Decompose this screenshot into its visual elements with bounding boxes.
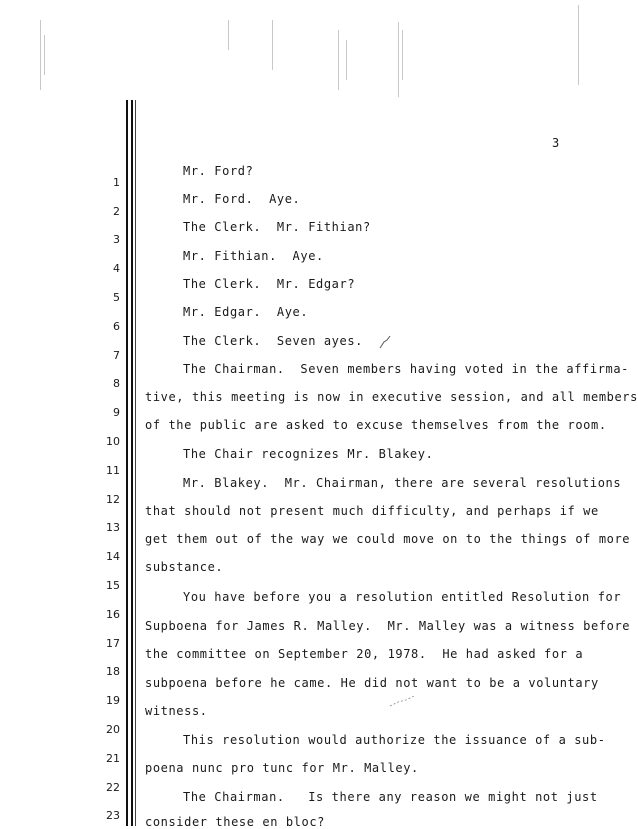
- scan-mark: [346, 40, 347, 80]
- scan-mark: [402, 30, 403, 80]
- line-number: 18: [106, 665, 120, 678]
- scan-mark: [40, 20, 41, 90]
- line-number: 13: [106, 521, 120, 534]
- transcript-line: of the public are asked to excuse themselves from the room.: [145, 418, 607, 432]
- line-number: 19: [106, 694, 120, 707]
- line-number: 3: [113, 233, 120, 246]
- transcript-line: Mr. Blakey. Mr. Chairman, there are several resolutions: [183, 476, 622, 490]
- transcript-line: poena nunc pro tunc for Mr. Malley.: [145, 761, 419, 775]
- line-number: 22: [106, 781, 120, 794]
- transcript-line: The Clerk. Mr. Fithian?: [183, 220, 371, 234]
- line-number: 6: [113, 320, 120, 333]
- line-number: 5: [113, 291, 120, 304]
- transcript-line: subpoena before he came. He did not want to be a voluntary: [145, 676, 599, 690]
- line-number: 17: [106, 637, 120, 650]
- transcript-line: consider these en bloc?: [145, 815, 325, 829]
- line-number: 8: [113, 377, 120, 390]
- transcript-line: The Clerk. Mr. Edgar?: [183, 277, 356, 291]
- scan-mark: [272, 20, 273, 70]
- transcript-line: Mr. Ford. Aye.: [183, 192, 301, 206]
- line-number: 2: [113, 205, 120, 218]
- page-number: 3: [552, 136, 560, 150]
- scan-mark: [44, 35, 45, 75]
- line-number: 21: [106, 752, 120, 765]
- line-number: 12: [106, 493, 120, 506]
- transcript-line: tive, this meeting is now in executive session, and all members: [145, 390, 638, 404]
- transcript-line: Mr. Edgar. Aye.: [183, 305, 309, 319]
- transcript-line: that should not present much difficulty, and perhaps if we: [145, 504, 599, 518]
- line-number: 9: [113, 406, 120, 419]
- transcript-line: Mr. Ford?: [183, 164, 254, 178]
- line-number: 10: [106, 435, 120, 448]
- transcript-line: The Chairman. Seven members having voted in the affirma-: [183, 362, 630, 376]
- transcript-line: The Chairman. Is there any reason we might not just: [183, 790, 598, 804]
- transcript-line: The Chair recognizes Mr. Blakey.: [183, 447, 434, 461]
- line-number: 11: [106, 464, 120, 477]
- margin-rule: [135, 100, 136, 826]
- transcript-line: This resolution would authorize the issuance of a sub-: [183, 733, 606, 747]
- transcript-line: You have before you a resolution entitled Resolution for: [183, 590, 622, 604]
- line-number: 14: [106, 550, 120, 563]
- line-number: 4: [113, 262, 120, 275]
- transcript-line: Mr. Fithian. Aye.: [183, 249, 324, 263]
- line-number: 16: [106, 608, 120, 621]
- line-number: 7: [113, 349, 120, 362]
- line-number: 20: [106, 723, 120, 736]
- transcript-line: the committee on September 20, 1978. He had asked for a: [145, 647, 584, 661]
- margin-rule: [131, 100, 133, 826]
- pen-mark: [388, 692, 416, 710]
- transcript-line: witness.: [145, 704, 208, 718]
- transcript-line: substance.: [145, 560, 224, 574]
- line-number: 15: [106, 579, 120, 592]
- transcript-line: The Clerk. Seven ayes.: [183, 334, 363, 348]
- line-number: 23: [106, 809, 120, 822]
- transcript-line: Supboena for James R. Malley. Mr. Malley was a witness before: [145, 619, 631, 633]
- pen-mark: [378, 334, 392, 350]
- transcript-line: get them out of the way we could move on to the things of more: [145, 532, 631, 546]
- scan-mark: [338, 30, 339, 90]
- line-number: 1: [113, 176, 120, 189]
- scan-mark: [398, 22, 399, 97]
- scan-mark: [578, 5, 579, 85]
- scan-mark: [228, 20, 229, 50]
- margin-rule: [126, 100, 128, 826]
